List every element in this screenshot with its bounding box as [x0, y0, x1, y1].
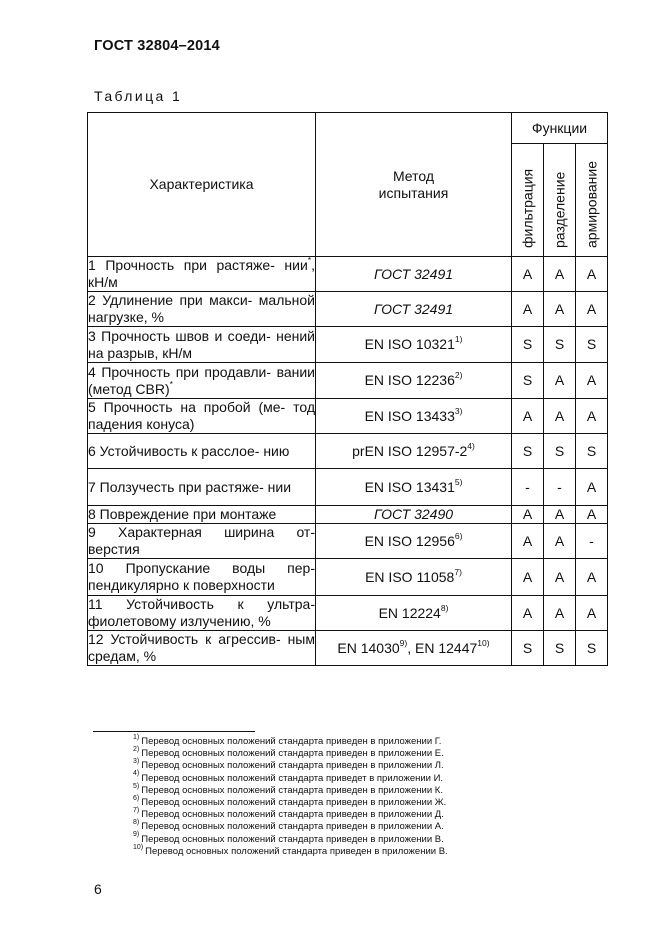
characteristic-line2: пендикулярно к поверхности	[88, 577, 275, 593]
cell-characteristic	[88, 631, 316, 666]
cell-test-method	[316, 327, 512, 363]
test-method-name: ГОСТ 32490	[373, 506, 454, 522]
footnote-reference: 8)	[440, 602, 449, 613]
cell-filtration: A	[512, 292, 544, 327]
table-row	[88, 596, 608, 631]
cell-characteristic	[88, 257, 316, 292]
cell-characteristic	[88, 292, 316, 327]
characteristic-line2: верстия	[88, 541, 140, 557]
footnote-reference: 4)	[467, 440, 475, 451]
cell-reinforcement: A	[576, 363, 608, 399]
table-row	[88, 524, 608, 559]
footnote-reference: 1)	[454, 334, 463, 345]
cell-filtration: -	[512, 469, 544, 506]
footnote-item	[133, 831, 448, 846]
footnote-reference: 5)	[454, 476, 463, 487]
table-row	[88, 363, 608, 399]
footnote-divider	[93, 731, 255, 732]
cell-filtration: A	[512, 399, 544, 434]
page-number: 6	[94, 881, 102, 897]
cell-filtration: A	[512, 506, 544, 524]
test-method-name: EN 14030	[337, 639, 400, 656]
characteristic-line2: нии	[284, 257, 308, 273]
cell-test-method	[316, 292, 512, 327]
characteristic-line2: нию	[263, 442, 290, 459]
cell-characteristic	[88, 524, 316, 559]
cell-reinforcement: S	[576, 327, 608, 363]
cell-separation: S	[544, 631, 576, 666]
table-row	[88, 399, 608, 434]
test-method-name: EN 12224	[378, 604, 441, 621]
header-method-line1: Метод	[392, 167, 435, 184]
characteristic-line2: вании (метод CBR)	[88, 363, 316, 397]
header-characteristic: Характеристика	[88, 113, 316, 257]
cell-reinforcement: A	[576, 257, 608, 292]
header-function-filtration	[512, 144, 544, 257]
characteristic-line1: 5 Прочность на пробой (ме-	[88, 399, 286, 415]
table-row	[88, 631, 608, 666]
test-method-name: ГОСТ 32491	[373, 300, 454, 317]
footnote-mark: 5)	[133, 782, 140, 790]
cell-filtration: A	[512, 257, 544, 292]
footnote-reference: 2)	[454, 370, 463, 381]
footnote-reference: 3)	[454, 405, 463, 416]
cell-reinforcement: A	[576, 399, 608, 434]
cell-separation: A	[544, 399, 576, 434]
test-method-name: ГОСТ 32491	[373, 265, 454, 282]
footnote-text: Перевод основных положений стандарта приведен в приложении Ж.	[141, 797, 447, 809]
test-method-name-2: , EN 12447	[407, 639, 478, 656]
document-header: ГОСТ 32804–2014	[94, 38, 220, 54]
test-method-name: EN ISO 12956	[364, 532, 455, 549]
characteristic-line2: мальной нагрузке, %	[88, 292, 315, 325]
characteristic-line2: тод падения конуса)	[88, 399, 315, 432]
footnote-text: Перевод основных положений стандарта приведен в приложении К.	[141, 784, 443, 796]
cell-characteristic	[88, 434, 316, 469]
cell-test-method	[316, 524, 512, 559]
characteristic-line2: нений на разрыв, кН/м	[88, 327, 315, 361]
footnote-item	[133, 782, 448, 797]
footnote-text: Перевод основных положений стандарта приведен в приложении Л.	[141, 760, 444, 772]
footnote-item	[133, 770, 448, 785]
cell-test-method	[316, 434, 512, 469]
footnote-mark: 9)	[133, 831, 140, 839]
header-function-reinforcement	[576, 144, 608, 257]
footnote-reference: 6)	[454, 530, 463, 541]
header-function-filtration-label: фильтрация	[519, 168, 535, 248]
test-method-name: EN ISO 13433	[364, 407, 455, 424]
footnote-mark: 10)	[133, 843, 144, 851]
cell-filtration: A	[512, 596, 544, 631]
cell-filtration: S	[512, 631, 544, 666]
characteristic-asterisk: *	[307, 255, 312, 266]
header-method	[316, 113, 512, 257]
footnote-reference: 10)	[477, 637, 490, 648]
cell-separation: A	[544, 292, 576, 327]
test-method-name: prEN ISO 12957-2	[352, 442, 468, 459]
cell-reinforcement: S	[576, 434, 608, 469]
footnote-item	[133, 821, 448, 833]
cell-separation: A	[544, 524, 576, 559]
cell-filtration: A	[512, 524, 544, 559]
characteristic-line1: 7 Ползучесть при растяже-	[88, 478, 264, 495]
characteristic-asterisk: *	[169, 378, 173, 389]
footnote-text: Перевод основных положений стандарта приведен в приложении В.	[141, 833, 444, 845]
footnote-text: Перевод основных положений стандарта приведет в приложении И.	[141, 772, 444, 784]
cell-characteristic	[88, 327, 316, 363]
cell-separation: S	[544, 327, 576, 363]
footnote-mark: 3)	[133, 758, 140, 766]
footnote-item	[133, 748, 448, 760]
footnote-text: Перевод основных положений стандарта приведен в приложении Д.	[141, 809, 444, 821]
table-row	[88, 327, 608, 363]
characteristic-line1: 8 Повреждение при монтаже	[88, 506, 277, 522]
footnote-item	[133, 809, 448, 821]
characteristic-line1: 12 Устойчивость к агрессив-	[88, 631, 281, 647]
cell-filtration: A	[512, 559, 544, 596]
test-method-name: EN ISO 11058	[365, 568, 455, 585]
footnote-reference: 9)	[399, 637, 408, 648]
header-functions: Функции	[512, 113, 608, 144]
footnote-mark: 6)	[133, 794, 140, 802]
cell-characteristic	[88, 363, 316, 399]
cell-test-method	[316, 469, 512, 506]
characteristic-line1: 6 Устойчивость к расслое-	[88, 442, 260, 459]
cell-separation: A	[544, 559, 576, 596]
characteristic-line1: 2 Удлинение при макси-	[88, 292, 253, 308]
cell-reinforcement: A	[576, 559, 608, 596]
characteristic-line2: нии	[267, 478, 292, 495]
cell-test-method	[316, 363, 512, 399]
footnote-item	[133, 733, 448, 748]
cell-test-method	[316, 596, 512, 631]
cell-test-method	[316, 631, 512, 666]
cell-separation: A	[544, 596, 576, 631]
test-method-name: EN ISO 10321	[364, 336, 455, 352]
footnote-item	[133, 843, 448, 858]
cell-separation: -	[544, 469, 576, 506]
cell-test-method	[316, 559, 512, 596]
header-function-separation-label: разделение	[551, 171, 567, 248]
characteristic-line1: 3 Прочность швов и соеди-	[88, 327, 271, 344]
characteristic-line2: ным средам, %	[88, 631, 315, 664]
cell-separation: A	[544, 506, 576, 524]
characteristics-table	[87, 112, 608, 666]
header-function-reinforcement-label: армирование	[583, 161, 599, 248]
cell-characteristic	[88, 399, 316, 434]
characteristic-line1: 10 Пропускание воды пер-	[88, 560, 315, 576]
cell-separation: A	[544, 363, 576, 399]
footnote-text: Перевод основных положений стандарта приведен в приложении Е.	[141, 748, 444, 760]
table-row	[88, 257, 608, 292]
cell-test-method	[316, 257, 512, 292]
test-method-name: EN ISO 12236	[364, 372, 455, 388]
cell-characteristic	[88, 469, 316, 506]
footnote-text: Перевод основных положений стандарта приведен в приложении В.	[145, 845, 448, 857]
header-function-separation	[544, 144, 576, 257]
cell-characteristic	[88, 596, 316, 631]
footnote-mark: 7)	[133, 807, 140, 815]
cell-reinforcement: A	[576, 506, 608, 524]
footnote-mark: 1)	[133, 733, 140, 741]
characteristic-line2: фиолетовому излучению, %	[88, 613, 271, 629]
characteristic-line1: 1 Прочность при растяже-	[88, 257, 275, 273]
footnote-item	[133, 794, 448, 809]
cell-filtration: S	[512, 434, 544, 469]
table-row	[88, 434, 608, 469]
characteristic-line1: 4 Прочность при продавли-	[88, 363, 272, 380]
cell-separation: A	[544, 257, 576, 292]
characteristic-line1: 11 Устойчивость к ультра-	[88, 596, 315, 612]
footnote-mark: 4)	[133, 770, 140, 778]
footnote-text: Перевод основных положений стандарта приведен в приложении Г.	[141, 736, 442, 747]
cell-characteristic	[88, 506, 316, 524]
table-row	[88, 292, 608, 327]
footnote-reference: 7)	[454, 566, 462, 577]
footnote-mark: 2)	[133, 746, 140, 754]
characteristic-line1: 9 Характерная ширина от-	[88, 524, 315, 540]
cell-characteristic	[88, 559, 316, 596]
cell-reinforcement: S	[576, 631, 608, 666]
footnote-mark: 8)	[133, 819, 140, 827]
table-body	[88, 257, 608, 666]
table-row	[88, 559, 608, 596]
cell-reinforcement: A	[576, 292, 608, 327]
cell-reinforcement: A	[576, 469, 608, 506]
table-row	[88, 469, 608, 506]
characteristic-unit: , кН/м	[88, 257, 315, 290]
cell-reinforcement: -	[576, 524, 608, 559]
footnote-text: Перевод основных положений стандарта приведен в приложении А.	[141, 821, 444, 833]
footnote-item	[133, 760, 448, 772]
cell-filtration: S	[512, 327, 544, 363]
cell-test-method	[316, 506, 512, 524]
header-method-line2: испытания	[378, 184, 449, 201]
test-method-name: EN ISO 13431	[364, 478, 455, 495]
footnotes-list	[133, 733, 448, 858]
cell-test-method	[316, 399, 512, 434]
cell-separation: S	[544, 434, 576, 469]
cell-reinforcement: A	[576, 596, 608, 631]
table-row	[88, 506, 608, 524]
table-caption: Таблица 1	[94, 88, 183, 104]
cell-filtration: S	[512, 363, 544, 399]
